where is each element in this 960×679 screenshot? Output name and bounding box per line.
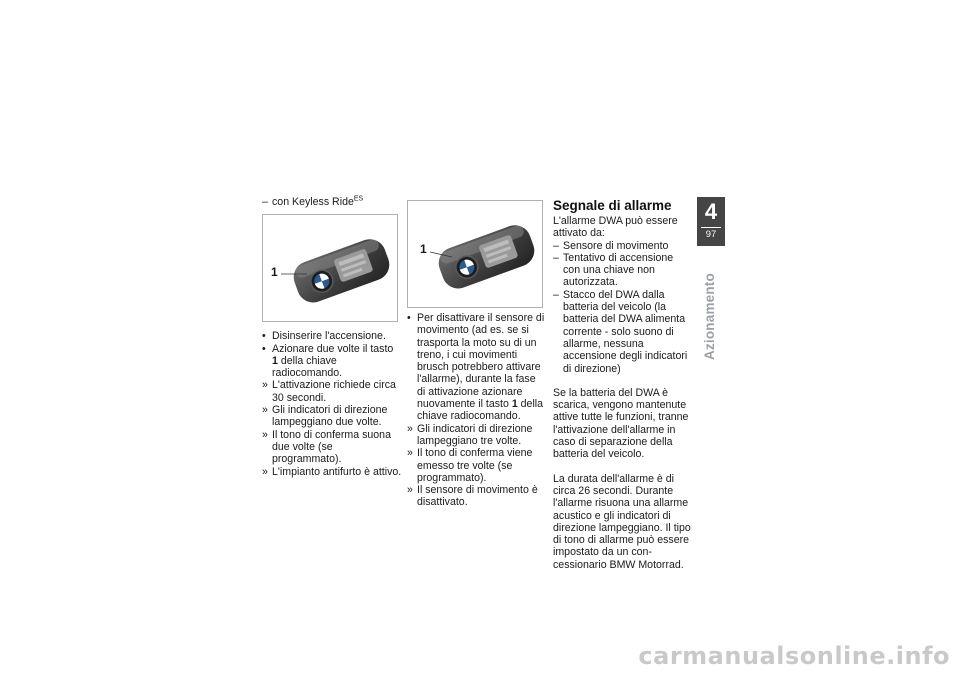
list-item: » Il sensore di movimento è disattivato. (407, 484, 538, 509)
battery-paragraph: Se la batteria del DWA è scarica, vengono mantenute attive tutte le funzioni, tranne l'attivazione dell'allarme in caso di separazione della batteria del veicolo. (553, 386, 689, 461)
list-item: • Disinserire l'accensione. (262, 330, 386, 343)
list-item: » Il tono di conferma suona due volte (se programmato). (262, 428, 391, 466)
instruction-list-2 (407, 312, 545, 509)
list-item: » Gli indicatori di direzione lampeggiano tre volte. (407, 422, 533, 447)
key-fob-illustration (408, 201, 544, 309)
intro-text: con Keyless Ride (272, 196, 354, 208)
list-item: – Sensore di movimento (553, 239, 669, 252)
key-fob-figure-2 (407, 200, 543, 308)
callout-label-1: 1 (420, 242, 427, 256)
callout-label-1: 1 (271, 265, 278, 280)
key-number: 1 (511, 398, 518, 411)
key-fob-illustration (263, 215, 399, 323)
intro-superscript: ES (353, 195, 364, 203)
section-heading: Segnale di allarme (553, 198, 672, 213)
list-item: » L'impianto antifurto è attivo. (262, 465, 402, 478)
dash-marker: – (262, 196, 268, 208)
alarm-trigger-list (553, 240, 693, 375)
chapter-divider (701, 227, 721, 228)
column-2 (407, 200, 545, 509)
column-1 (262, 196, 402, 478)
key-number: 1 (272, 354, 278, 367)
watermark: carmanualsonline.info (638, 642, 950, 670)
chapter-number: 4 (704, 199, 718, 224)
key-fob-figure-1 (262, 214, 398, 322)
list-item: – Tentativo di accensione con una chiave non autorizzata. (553, 251, 674, 289)
instruction-list-1 (262, 330, 402, 478)
list-item: » Gli indicatori di direzione lampeggiano due volte. (262, 404, 388, 429)
section-label: Azionamento (702, 273, 717, 360)
list-item: » L'attivazione richiede circa 30 secondi. (262, 379, 396, 404)
column-3 (553, 198, 693, 571)
page-number: 97 (705, 229, 717, 240)
list-item: » Il tono di conferma viene emesso tre volte (se programmato). (407, 447, 533, 484)
list-item: – Stacco del DWA dalla batteria del veicolo (la batteria del DWA alimenta corrente - solo suono di allarme, nessuna accensione degli indicatori di direzione) (553, 288, 688, 375)
duration-paragraph: La durata dell'allarme è di circa 26 secondi. Durante l'allarme risuona una allarme acustico e gli indicatori di direzione lampeggiano. Il tipo di tono di allarme può essere impostato da un concessionario BMW Motorrad. (553, 472, 691, 571)
alarm-intro: L'allarme DWA può essere attivato da: (553, 215, 678, 240)
list-item: • Azionare due volte il tasto 1 della chiave radiocomando. (262, 342, 394, 380)
keyless-ride-intro (262, 196, 402, 208)
list-item: • Per disattivare il sensore di movimento (ad es. se si trasporta la moto su di un treno, i cui movimenti brusch potrebbero attivare l'allarme), durante la fase di attivazione azionare nuovamente il tasto 1 della chiave radiocomando. (407, 312, 545, 423)
